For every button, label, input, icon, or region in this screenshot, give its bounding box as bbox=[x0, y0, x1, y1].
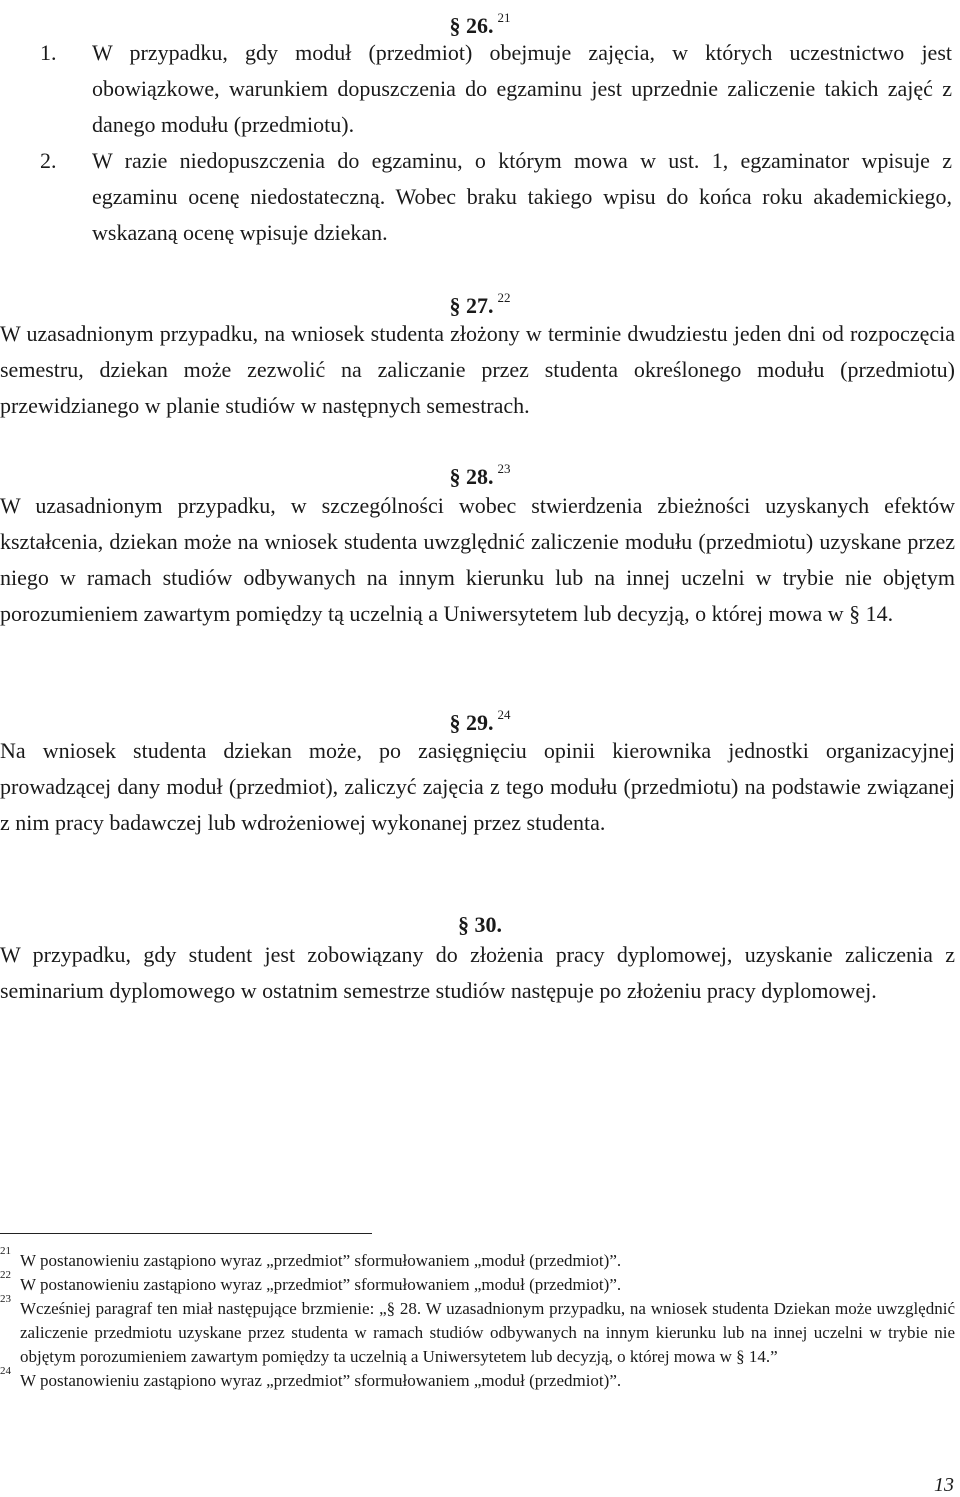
section-heading-text: § 30. bbox=[458, 912, 502, 937]
footnote bbox=[0, 1245, 955, 1273]
section-heading-28 bbox=[0, 457, 960, 489]
footnote-ref[interactable]: 22 bbox=[497, 290, 511, 305]
section-30-paragraph: W przypadku, gdy student jest zobowiązany do złożenia pracy dyplomowej, uzyskanie zaliczenia z seminarium dyplomowego w ostatnim semestrze studiów następuje po złożeniu pracy dyplomowej. bbox=[0, 942, 955, 1003]
footnote-number: 22 bbox=[0, 1269, 11, 1281]
footnote-text: W postanowieniu zastąpiono wyraz „przedmiot” sformułowaniem „moduł (przedmiot)”. bbox=[20, 1275, 622, 1294]
section-heading-text: § 27. bbox=[449, 293, 494, 318]
section-heading-text: § 28. bbox=[449, 464, 494, 489]
footnote-text: W postanowieniu zastąpiono wyraz „przedmiot” sformułowaniem „moduł (przedmiot)”. bbox=[20, 1371, 622, 1390]
section-29-paragraph: Na wniosek studenta dziekan może, po zasięgnięciu opinii kierownika jednostki organizacyjnej prowadzącej dany moduł (przedmiot), zaliczyć zajęcia z tego modułu (przedmiotu) na podstawie związanej z nim pracy badawczej lub wdrożeniowej wykonanej przez studenta. bbox=[0, 738, 955, 835]
list-item-text: W razie niedopuszczenia do egzaminu, o którym mowa w ust. 1, egzaminator wpisuje z egzaminu ocenę niedostateczną. Wobec braku takiego wpisu do końca roku akademickiego, wskazaną ocenę wpisuje dziekan. bbox=[92, 148, 952, 245]
section-heading-text: § 26. bbox=[449, 13, 494, 38]
footnotes bbox=[0, 1245, 955, 1393]
page-number: 13 bbox=[934, 1474, 954, 1496]
footnote bbox=[0, 1293, 955, 1369]
section-heading-text: § 29. bbox=[449, 710, 494, 735]
footnote-ref[interactable]: 23 bbox=[497, 461, 511, 476]
footnote bbox=[0, 1269, 955, 1297]
list-item bbox=[0, 35, 952, 143]
list-item bbox=[0, 143, 952, 251]
section-heading-27 bbox=[0, 286, 960, 318]
section-28-paragraph: W uzasadnionym przypadku, w szczególności wobec stwierdzenia zbieżności uzyskanych efektów kształcenia, dziekan może na wniosek studenta uwzględnić zaliczenie modułu (przedmiotu) uzyskane przez niego w ramach studiów odbywanych na innym kierunku lub na innej uczelni w trybie nie objętym porozumieniem zawartym pomiędzy tą uczelnią a Uniwersytetem lub decyzją, o której mowa w § 14. bbox=[0, 493, 955, 626]
list-item-number: 2. bbox=[40, 148, 57, 173]
list-item-text: W przypadku, gdy moduł (przedmiot) obejmuje zajęcia, w których uczestnictwo jest obowiązkowe, warunkiem dopuszczenia do egzaminu jest uprzednie zaliczenie takich zajęć z danego modułu (przedmiotu). bbox=[92, 40, 952, 137]
footnote-number: 23 bbox=[0, 1293, 11, 1305]
footnote-ref[interactable]: 21 bbox=[497, 10, 511, 25]
footnote-ref[interactable]: 24 bbox=[497, 707, 511, 722]
section-heading-30 bbox=[0, 913, 960, 937]
section-heading-29 bbox=[0, 703, 960, 735]
section-heading-26 bbox=[0, 6, 960, 38]
section-27-paragraph: W uzasadnionym przypadku, na wniosek studenta złożony w terminie dwudziestu jeden dni od rozpoczęcia semestru, dziekan może zezwolić na zaliczanie przez studenta określonego modułu (przedmiotu) przewidzianego w planie studiów w następnych semestrach. bbox=[0, 321, 955, 418]
section-26-list bbox=[0, 35, 960, 251]
footnote-text: Wcześniej paragraf ten miał następujące brzmienie: „§ 28. W uzasadnionym przypadku, na wniosek studenta Dziekan może uwzględnić zaliczenie przedmiotu uzyskane przez studenta w ramach studiów odbywanych na innym kierunku lub na innej uczelni w trybie nie objętym porozumieniem zawartym pomiędzy ta uczelnią a Uniwersytetem lub decyzją, o której mowa w § 14.” bbox=[20, 1299, 955, 1366]
footnote-text: W postanowieniu zastąpiono wyraz „przedmiot” sformułowaniem „moduł (przedmiot)”. bbox=[20, 1251, 622, 1270]
footnote-number: 24 bbox=[0, 1365, 11, 1377]
footnote bbox=[0, 1365, 955, 1393]
footnote-number: 21 bbox=[0, 1245, 11, 1257]
list-item-number: 1. bbox=[40, 40, 57, 65]
footnote-separator bbox=[0, 1233, 372, 1234]
